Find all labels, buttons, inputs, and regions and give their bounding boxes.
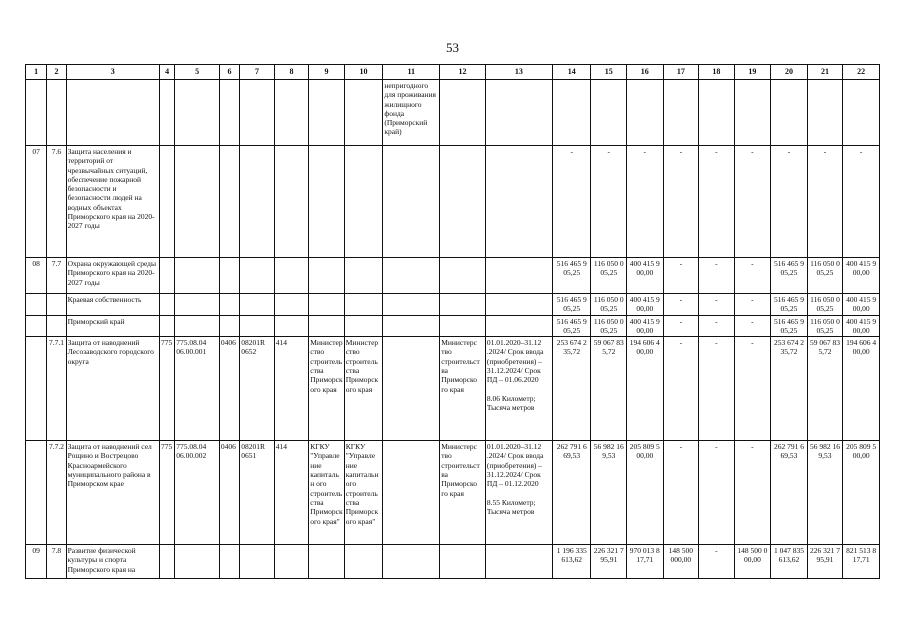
table-cell	[66, 80, 159, 146]
table-cell: 414	[274, 441, 309, 545]
table-cell	[175, 80, 220, 146]
table-cell: 1 047 835 613,62	[771, 545, 808, 579]
table-cell: 516 465 9 05,25	[771, 315, 808, 337]
column-number: 10	[344, 65, 383, 80]
table-cell	[485, 146, 552, 258]
table-cell: 01.01.2020–31.12 .2024/ Срок ввода (приобретения) – 31.12.2024/ Срок ПД – 01.12.2020 8.55 Километр; Тысяча метров	[485, 441, 552, 545]
table-cell	[344, 80, 383, 146]
table-cell	[771, 80, 808, 146]
table-cell	[240, 146, 275, 258]
table-cell: Приморский край	[66, 315, 159, 337]
program-table	[25, 64, 880, 579]
column-number: 11	[383, 65, 440, 80]
table-cell	[160, 258, 175, 294]
table-cell: -	[663, 441, 699, 545]
table-cell	[219, 294, 239, 316]
table-cell	[383, 337, 440, 441]
table-cell	[47, 80, 66, 146]
table-cell	[274, 545, 309, 579]
column-number: 8	[274, 65, 309, 80]
table-cell	[26, 80, 47, 146]
table-row	[26, 315, 880, 337]
table-cell	[160, 294, 175, 316]
table-cell	[26, 315, 47, 337]
table-cell: -	[699, 337, 735, 441]
column-number: 5	[175, 65, 220, 80]
table-cell	[175, 258, 220, 294]
table-cell	[219, 315, 239, 337]
table-cell: 775.08.04 06.00.001	[175, 337, 220, 441]
table-cell: -	[663, 146, 699, 258]
table-cell	[240, 258, 275, 294]
column-number: 20	[771, 65, 808, 80]
table-cell: -	[699, 545, 735, 579]
table-cell: Развитие физической культуры и спорта Приморского края на	[66, 545, 159, 579]
table-cell: -	[663, 258, 699, 294]
table-cell: 262 791 6 69,53	[771, 441, 808, 545]
column-number: 14	[552, 65, 591, 80]
table-cell: 205 809 5 00,00	[627, 441, 664, 545]
column-number: 3	[66, 65, 159, 80]
table-cell	[160, 315, 175, 337]
table-cell: 414	[274, 337, 309, 441]
table-cell: -	[734, 146, 771, 258]
table-row	[26, 545, 880, 579]
table-cell	[344, 315, 383, 337]
table-cell	[219, 258, 239, 294]
table-cell	[219, 80, 239, 146]
page-number: 53	[446, 40, 459, 55]
table-cell: Защита населения и территорий от чрезвычайных ситуаций, обеспечение пожарной безопасности и безопасности людей на водных объектах Приморского края на 2020-2027 годы	[66, 146, 159, 258]
table-cell	[344, 545, 383, 579]
table-cell	[309, 146, 345, 258]
table-cell	[383, 294, 440, 316]
column-number: 22	[843, 65, 880, 80]
table-cell	[485, 315, 552, 337]
table-cell: -	[699, 294, 735, 316]
table-row	[26, 337, 880, 441]
table-cell: -	[771, 146, 808, 258]
table-row	[26, 146, 880, 258]
table-cell: 116 050 0 05,25	[807, 294, 843, 316]
table-cell	[807, 80, 843, 146]
table-cell: -	[734, 441, 771, 545]
table-cell	[274, 258, 309, 294]
table-cell: 7.8	[47, 545, 66, 579]
table-cell: 775.08.04 06.00.002	[175, 441, 220, 545]
table-cell: 0406	[219, 337, 239, 441]
column-number: 19	[734, 65, 771, 80]
table-cell: 400 415 9 00,00	[627, 258, 664, 294]
table-cell: 226 321 7 95,91	[591, 545, 627, 579]
table-row	[26, 294, 880, 316]
table-cell	[383, 258, 440, 294]
table-cell: 59 067 83 5,72	[591, 337, 627, 441]
table-cell: -	[807, 146, 843, 258]
column-number: 4	[160, 65, 175, 80]
column-number: 15	[591, 65, 627, 80]
table-cell	[383, 545, 440, 579]
table-cell: 116 050 0 05,25	[591, 315, 627, 337]
table-cell	[843, 80, 880, 146]
table-cell: -	[699, 441, 735, 545]
table-cell: 08201R 0652	[240, 337, 275, 441]
table-cell: 7.6	[47, 146, 66, 258]
table-cell: -	[663, 337, 699, 441]
table-cell: Охрана окружающей среды Приморского края на 2020-2027 годы	[66, 258, 159, 294]
table-cell: КГКУ "Управле ние капитальн ого строитель ства Приморск ого края"	[344, 441, 383, 545]
table-cell: 1 196 335 613,62	[552, 545, 591, 579]
table-cell: Министер ство строитель ства Приморск ого края	[344, 337, 383, 441]
table-cell	[175, 146, 220, 258]
table-cell: 516 465 9 05,25	[552, 315, 591, 337]
table-cell	[344, 146, 383, 258]
table-cell	[26, 294, 47, 316]
table-cell	[219, 545, 239, 579]
column-number: 7	[240, 65, 275, 80]
column-number: 18	[699, 65, 735, 80]
table-cell: 253 674 2 35,72	[552, 337, 591, 441]
table-cell: непригодного для проживания жилищного фонда (Приморский край)	[383, 80, 440, 146]
table-cell: 400 415 9 00,00	[843, 315, 880, 337]
table-cell: 7.7.2	[47, 441, 66, 545]
column-number: 17	[663, 65, 699, 80]
table-cell	[309, 258, 345, 294]
table-cell	[240, 545, 275, 579]
table-cell: 821 513 8 17,71	[843, 545, 880, 579]
table-cell	[440, 294, 486, 316]
table-cell: 116 050 0 05,25	[591, 258, 627, 294]
table-cell: 516 465 9 05,25	[771, 294, 808, 316]
table-cell: 253 674 2 35,72	[771, 337, 808, 441]
table-cell: 262 791 6 69,53	[552, 441, 591, 545]
table-cell: 7.7	[47, 258, 66, 294]
table-cell: 56 982 16 9,53	[591, 441, 627, 545]
table-cell: -	[843, 146, 880, 258]
table-cell: -	[699, 315, 735, 337]
table-cell	[552, 80, 591, 146]
table-cell	[734, 80, 771, 146]
table-cell	[175, 294, 220, 316]
table-cell	[344, 258, 383, 294]
table-cell: 09	[26, 545, 47, 579]
table-cell: 07	[26, 146, 47, 258]
table-cell	[383, 315, 440, 337]
table-cell: 516 465 9 05,25	[771, 258, 808, 294]
table-cell	[344, 294, 383, 316]
table-cell: Защита от наводнений сел Рощино и Вострецово Красноармейского муниципального района в Приморском крае	[66, 441, 159, 545]
table-cell: 08201R 0651	[240, 441, 275, 545]
table-cell	[309, 315, 345, 337]
table-cell	[240, 294, 275, 316]
table-cell	[383, 146, 440, 258]
table-cell: Краевая собственность	[66, 294, 159, 316]
table-cell	[440, 146, 486, 258]
table-cell: -	[734, 315, 771, 337]
table-cell: Министерс тво строительст ва Приморско го края	[440, 337, 486, 441]
column-number-row	[26, 65, 880, 80]
table-cell: Министерс тво строительст ва Приморско го края	[440, 441, 486, 545]
table-cell: Защита от наводнений Лесозаводского городского округа	[66, 337, 159, 441]
table-cell: 116 050 0 05,25	[807, 315, 843, 337]
table-cell: -	[663, 294, 699, 316]
table-cell: -	[734, 337, 771, 441]
table-cell	[240, 315, 275, 337]
table-cell: 116 050 0 05,25	[591, 294, 627, 316]
table-cell: 516 465 9 05,25	[552, 258, 591, 294]
table-cell	[440, 258, 486, 294]
table-cell: 59 067 83 5,72	[807, 337, 843, 441]
column-number: 12	[440, 65, 486, 80]
table-cell: 775	[160, 337, 175, 441]
table-cell: 194 606 4 00,00	[843, 337, 880, 441]
column-number: 13	[485, 65, 552, 80]
table-cell	[175, 315, 220, 337]
table-cell	[219, 146, 239, 258]
table-cell: 116 050 0 05,25	[807, 258, 843, 294]
table-cell	[485, 80, 552, 146]
table-cell: 148 500 0 00,00	[734, 545, 771, 579]
column-number: 2	[47, 65, 66, 80]
table-cell: -	[552, 146, 591, 258]
table-cell: 08	[26, 258, 47, 294]
table-cell: 01.01.2020–31.12 .2024/ Срок ввода (приобретения) – 31.12.2024/ Срок ПД – 01.06.2020 8.06 Километр; Тысяча метров	[485, 337, 552, 441]
column-number: 6	[219, 65, 239, 80]
table-cell: 400 415 9 00,00	[843, 258, 880, 294]
table-row	[26, 258, 880, 294]
table-cell	[47, 294, 66, 316]
table-cell: -	[699, 258, 735, 294]
table-cell: -	[663, 315, 699, 337]
table-cell: 56 982 16 9,53	[807, 441, 843, 545]
column-number: 21	[807, 65, 843, 80]
table-cell: 205 809 5 00,00	[843, 441, 880, 545]
table-cell: -	[627, 146, 664, 258]
table-cell	[26, 337, 47, 441]
table-cell: 226 321 7 95,91	[807, 545, 843, 579]
table-cell	[485, 258, 552, 294]
table-cell	[160, 545, 175, 579]
table-cell: 775	[160, 441, 175, 545]
table-cell: -	[699, 146, 735, 258]
column-number: 1	[26, 65, 47, 80]
table-cell	[627, 80, 664, 146]
table-cell	[274, 146, 309, 258]
table-cell: 400 415 9 00,00	[843, 294, 880, 316]
table-cell	[274, 294, 309, 316]
table-cell: 194 606 4 00,00	[627, 337, 664, 441]
table-cell	[160, 146, 175, 258]
table-cell: 400 415 9 00,00	[627, 294, 664, 316]
table-cell: 400 415 9 00,00	[627, 315, 664, 337]
table-cell	[47, 315, 66, 337]
table-cell	[485, 294, 552, 316]
table-cell	[274, 80, 309, 146]
column-number: 9	[309, 65, 345, 80]
table-cell: КГКУ "Управле ние капитальн ого строитель ства Приморск ого края"	[309, 441, 345, 545]
table-cell: 516 465 9 05,25	[552, 294, 591, 316]
table-cell	[699, 80, 735, 146]
table-cell: 0406	[219, 441, 239, 545]
table-cell	[485, 545, 552, 579]
table-cell	[440, 545, 486, 579]
table-cell: -	[734, 294, 771, 316]
table-cell: Министер ство строитель ства Приморск ого края	[309, 337, 345, 441]
table-cell: -	[591, 146, 627, 258]
table-cell	[440, 80, 486, 146]
table-row	[26, 441, 880, 545]
table-cell	[591, 80, 627, 146]
column-number: 16	[627, 65, 664, 80]
table-cell	[383, 441, 440, 545]
table-cell: 7.7.1	[47, 337, 66, 441]
table-cell	[309, 294, 345, 316]
table-cell	[160, 80, 175, 146]
table-cell	[309, 80, 345, 146]
table-cell	[240, 80, 275, 146]
table-cell	[663, 80, 699, 146]
table-cell	[440, 315, 486, 337]
table-cell	[274, 315, 309, 337]
table-cell	[26, 441, 47, 545]
table-cell: 970 013 8 17,71	[627, 545, 664, 579]
table-cell	[309, 545, 345, 579]
table-cell: -	[734, 258, 771, 294]
table-row	[26, 80, 880, 146]
table-cell: 148 500 000,00	[663, 545, 699, 579]
table-cell	[175, 545, 220, 579]
